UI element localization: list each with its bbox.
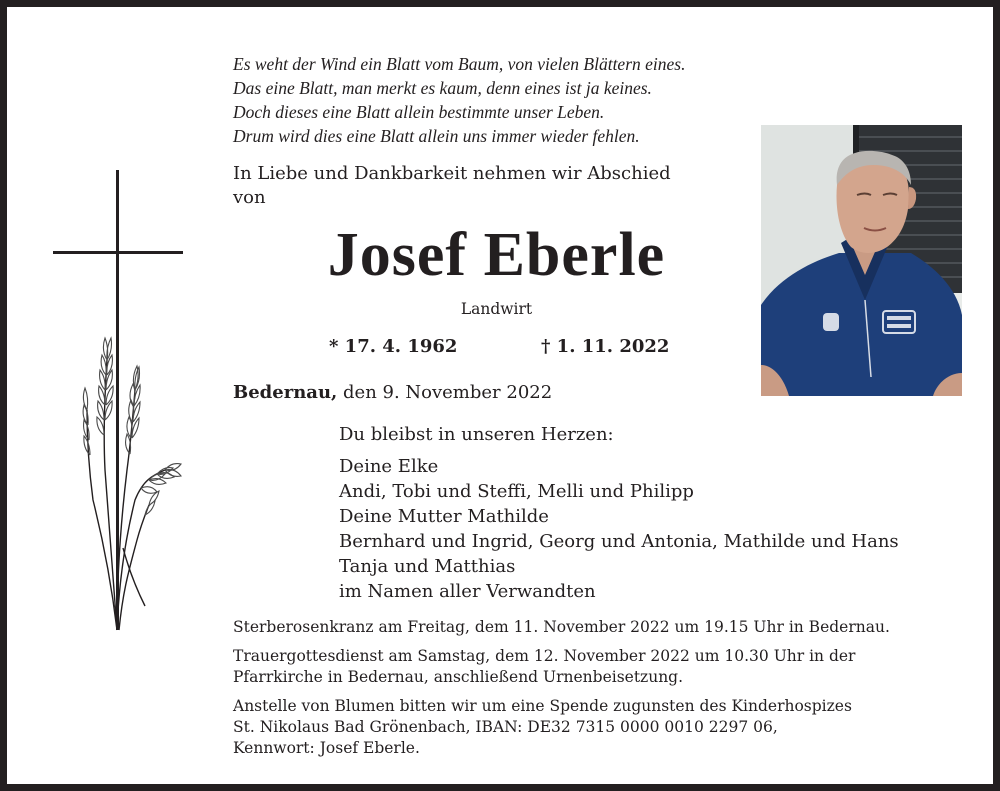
birth-date: * 17. 4. 1962	[329, 336, 458, 357]
portrait-photo	[761, 125, 962, 396]
poem-line: Doch dieses eine Blatt allein bestimmte unser Leben.	[233, 102, 605, 122]
farewell-intro	[233, 162, 671, 210]
service-details	[233, 617, 890, 759]
poem	[233, 52, 685, 148]
donation-line: Anstelle von Blumen bitten wir um eine Spende zugunsten des Kinderhospizes	[233, 697, 852, 715]
survivors-list	[339, 454, 899, 604]
poem-line: Das eine Blatt, man merkt es kaum, denn eines ist ja keines.	[233, 78, 652, 98]
intro-line: In Liebe und Dankbarkeit nehmen wir Abschied	[233, 163, 671, 184]
survivor-line: im Namen aller Verwandten	[339, 581, 596, 602]
survivor-line: Deine Elke	[339, 456, 439, 477]
survivor-line: Deine Mutter Mathilde	[339, 506, 549, 527]
poem-line: Drum wird dies eine Blatt allein uns immer wieder fehlen.	[233, 126, 640, 146]
notice-date: den 9. November 2022	[337, 382, 553, 403]
place-name: Bedernau,	[233, 382, 338, 403]
cross-with-wheat-icon	[53, 170, 183, 640]
place-and-date	[233, 381, 552, 405]
deceased-occupation: Landwirt	[460, 300, 533, 318]
survivor-line: Bernhard und Ingrid, Georg und Antonia, Mathilde und Hans	[339, 531, 899, 552]
donation-line: Kennwort: Josef Eberle.	[233, 739, 420, 757]
intro-line: von	[233, 187, 266, 208]
survivor-line: Tanja und Matthias	[339, 556, 516, 577]
poem-line: Es weht der Wind ein Blatt vom Baum, von vielen Blättern eines.	[233, 54, 686, 74]
rosary-line: Sterberosenkranz am Freitag, dem 11. November 2022 um 19.15 Uhr in Bedernau.	[233, 618, 890, 636]
survivors-intro: Du bleibst in unseren Herzen:	[339, 424, 614, 445]
donation-line: St. Nikolaus Bad Grönenbach, IBAN: DE32 7315 0000 0010 2297 06,	[233, 718, 778, 736]
survivor-line: Andi, Tobi und Steffi, Melli und Philipp	[339, 481, 694, 502]
death-date: † 1. 11. 2022	[541, 336, 670, 357]
service-line: Trauergottesdienst am Samstag, dem 12. November 2022 um 10.30 Uhr in der	[233, 647, 856, 665]
service-line: Pfarrkirche in Bedernau, anschließend Urnenbeisetzung.	[233, 668, 684, 686]
deceased-name: Josef Eberle	[327, 221, 666, 289]
